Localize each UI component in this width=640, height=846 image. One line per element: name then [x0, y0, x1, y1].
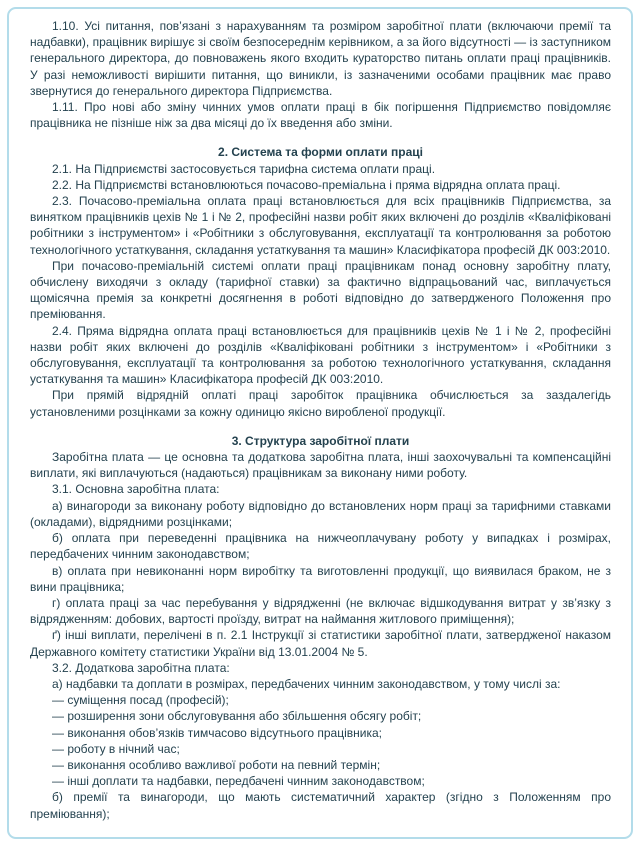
paragraph: 3.1. Основна заробітна плата: [52, 482, 220, 497]
list-item: — розширення зони обслуговування або збільшення обсягу робіт; [52, 709, 422, 724]
paragraph: г) оплата праці за час перебування у відрядженні (не включає відшкодування витрат у зв’язку з відрядженням: добових, вартості проїзду, витрат на наймання житлового приміщення); [30, 595, 611, 627]
paragraph: 1.11. Про нові або зміну чинних умов оплати праці в бік погіршення Підприємство повідомляє працівника не пізніше ніж за два місяці до їх введення або зміни. [30, 100, 611, 131]
document-border-frame [7, 7, 633, 839]
list-item: — суміщення посад (професій); [52, 693, 229, 708]
list-item: — роботу в нічний час; [52, 741, 180, 756]
list-item: — виконання особливо важливої роботи на певний термін; [52, 757, 381, 772]
section-heading: 2. Система та форми оплати праці [218, 145, 423, 160]
paragraph: 2.4. Пряма відрядна оплата праці встановлюється для працівників цехів № 1 і № 2, професійні назви робіт яких включені до розділів «Кваліфіковані робітники з інструментом» і «Робітники з обслуговування, експлуатації та контролювання за роботою технологічного устаткування, складання устаткування та машин» Класифікатора професій ДК 003:2010. [30, 323, 611, 387]
paragraph: При прямій відрядній оплаті праці заробіток працівника обчислюється за заздалегідь установленими розцінками за кожну одиницю якісно виробленої продукції. [30, 388, 611, 419]
paragraph: 1.10. Усі питання, пов’язані з нарахуванням та розміром заробітної плати (включаючи премії та надбавки), працівник вирішує зі своїм безпосереднім керівником, а за його відсутності — із заступником генерального директора, до повноважень якого входить кураторство питань оплати праці працівників. У разі неможливості вирішити питання, що виникли, із зазначеними особами працівник має право звернутися до генерального директора Підприємства. [30, 19, 611, 98]
paragraph: 2.3. Почасово-преміальна оплата праці встановлюється для всіх працівників Підприємства, за винятком працівників цехів № 1 і № 2, професійні назви робіт яких включені до розділів «Кваліфіковані робітники з інструментом» і «Робітники з обслуговування, експлуатації та контролювання за роботою технологічного устаткування, складання устаткування та машин» Класифікатора професій ДК 003:2010. [30, 194, 611, 257]
document-content [30, 18, 611, 822]
paragraph: 3.2. Додаткова заробітна плата: [52, 660, 230, 675]
list-item: — виконання обов’язків тимчасово відсутнього працівника; [52, 725, 382, 740]
paragraph: 2.2. На Підприємстві встановлюються почасово-преміальна і пряма відрядна оплата праці. [52, 177, 561, 192]
paragraph: 2.1. На Підприємстві застосовується тарифна система оплати праці. [52, 161, 436, 176]
paragraph: в) оплата при невиконанні норм виробітку та виготовленні продукції, що виявилася браком, не з вини працівника; [30, 563, 611, 594]
paragraph: а) надбавки та доплати в розмірах, передбачених чинним законодавством, у тому числі за: [52, 676, 561, 691]
list-item: — інші доплати та надбавки, передбачені чинним законодавством; [52, 774, 425, 789]
paragraph: Заробітна плата — це основна та додаткова заробітна плата, інші заохочувальні та компенсаційні виплати, які виплачуються (надаються) працівникам за виконану ними роботу. [30, 450, 611, 481]
paragraph: б) оплата при переведенні працівника на нижчеоплачувану роботу у випадках і розмірах, передбачених чинним законодавством; [30, 531, 611, 562]
section-heading: 3. Структура заробітної плати [231, 433, 410, 448]
paragraph: а) винагороди за виконану роботу відповідно до встановлених норм праці за тарифними ставками (окладами), відрядними розцінками; [30, 498, 611, 529]
paragraph: б) премії та винагороди, що мають систематичний характер (згідно з Положенням про преміювання); [30, 790, 611, 821]
paragraph: ґ) інші виплати, перелічені в п. 2.1 Інструкції зі статистики заробітної плати, затвердженої наказом Державного комітету статистики України від 13.01.2004 № 5. [30, 628, 611, 659]
paragraph: При почасово-преміальній системі оплати праці працівникам понад основну заробітну плату, обчислену виходячи з окладу (тарифної ставки) за фактично відпрацьований час, виплачується щомісячна премія за конкретні досягнення в роботі відповідно до затвердженого Положення про преміювання. [30, 258, 611, 322]
